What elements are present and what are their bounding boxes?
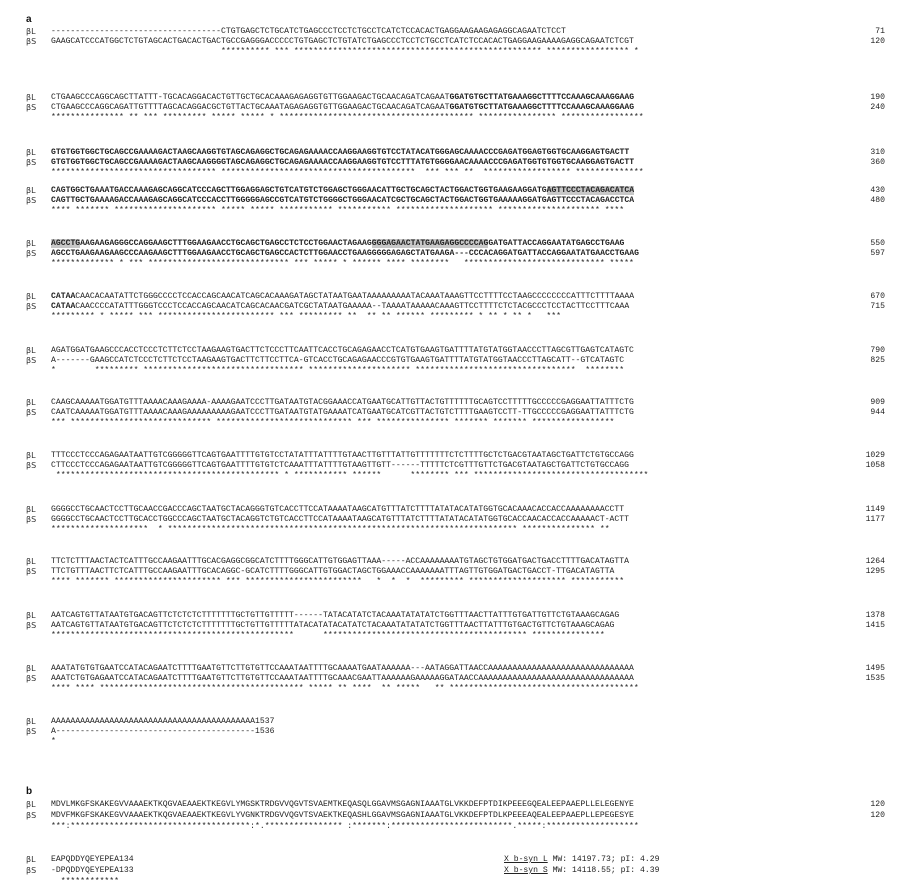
sequence-text: CAAGCAAAAATGGATGTTTAAAACAAAGAAAA-AAAAGAATCCCTTGATAATGTACGGAAACCATGAATGCATTGTTACTGTTTTTTGCAGTCCTTTTTGCCCCCGAGGAATTATTTCTG — [51, 398, 634, 407]
consensus-row — [0, 737, 917, 747]
position-number: 120 — [870, 811, 885, 820]
sequence-row-beta-l — [0, 557, 917, 567]
sequence-text: AGCCTGAAGAAGAAGCCCAAGAAGCTTTGGAAGAACCTGCAGCTGAGCCACTCTTGGAACCTGAAGGGGGAGAGCTATGAAGA---CCCACAGGATGATTACCAGGAATATGAACCTGAAG — [51, 249, 639, 258]
sequence-label: βL — [26, 398, 36, 407]
sequence-row-beta-s — [0, 674, 917, 684]
sequence-label: βL — [26, 186, 36, 195]
sequence-row-beta-s — [0, 567, 917, 577]
sequence-label: βS — [26, 621, 37, 630]
position-number: 71 — [875, 27, 885, 36]
sequence-text: **** ******* ********************** *** ************************ * * * ********* ******************** *********** — [51, 577, 625, 586]
protein-sequence-text: -DPQDDYQEYEPEA133 — [51, 866, 134, 875]
protein-sequence-text: ************ — [51, 877, 119, 886]
protein-stats — [504, 866, 659, 876]
position-number: 360 — [870, 158, 885, 167]
sequence-row-beta-s — [0, 196, 917, 206]
sequence-label: βS — [26, 674, 37, 683]
sequence-row-beta-l — [0, 664, 917, 674]
position-number: 715 — [870, 302, 885, 311]
sequence-label: βL — [26, 800, 36, 809]
sequence-text: *************** ** *** ********* ***** ***** * **************************************** **************** ***************** — [51, 113, 644, 122]
consensus-row — [0, 684, 917, 694]
sequence-label: βL — [26, 505, 36, 514]
position-number: 909 — [870, 398, 885, 407]
position-number: 310 — [870, 148, 885, 157]
sequence-text: AAAAAAAAAAAAAAAAAAAAAAAAAAAAAAAAAAAAAAAAAA1537 — [51, 717, 275, 726]
protein-name: X b-syn S — [504, 866, 548, 875]
sequence-text: CTGAAGCCCAGGCAGCTTATTT-TGCACAGGACACTGTTGCTGCACAAAGAGAGGTGTTGGAAGACTGCAACAGATCAGAATGGATGTGCTTATGAAAGGCTTTTCCAAAGCAAAGGAAG — [51, 93, 635, 102]
sequence-text: **** ******* ********************* ***** ***** *********** *********** ******************** ********************* **** — [51, 206, 625, 215]
consensus-row — [0, 47, 917, 57]
sequence-label: βL — [26, 93, 36, 102]
sequence-label: βL — [26, 451, 36, 460]
sequence-text: AGATGGATGAAGCCCACCTCCCTCTTCTCCTAAGAAGTGACTTCTCCCTTCAATTCACCTGCAGAGAACCTCATGTGAAGTGATTTTATGTATGGTAACCCTTAGCGTTGAGTCATAGTC — [51, 346, 634, 355]
position-number: 120 — [870, 37, 885, 46]
position-number: 1415 — [865, 621, 885, 630]
position-number: 480 — [870, 196, 885, 205]
sequence-row-beta-s — [0, 37, 917, 47]
position-number: 1149 — [865, 505, 885, 514]
sequence-label: βL — [26, 557, 36, 566]
sequence-text: CTGAAGCCCAGGCAGATTGTTTTAGCACAGGACGCTGTTACTGCAAATAGAGAGGTGTTGGAAGACTGCAACAGATCAGAATGGATGTGCTTATGAAAGGCTTTTCCAAAGCAAAGGAAG — [51, 103, 635, 112]
sequence-text: GGGGCCTGCAACTCCTTGCACCTGGCCCAGCTAATGCTACAGGTCTGTCACCTTCCATAAAATAAGCATGTTTATCTTTTATATACATATGGTGCACCAACACCACCAAAAACT-ACTT — [51, 515, 629, 524]
position-number: 790 — [870, 346, 885, 355]
consensus-row — [0, 113, 917, 123]
protein-row-beta-s — [0, 866, 917, 876]
position-number: 1029 — [865, 451, 885, 460]
sequence-row-beta-l — [0, 451, 917, 461]
position-number: 1295 — [865, 567, 885, 576]
sequence-text: A-----------------------------------------1536 — [51, 727, 275, 736]
position-number: 1535 — [865, 674, 885, 683]
sequence-row-beta-l — [0, 186, 917, 196]
sequence-row-beta-l — [0, 27, 917, 37]
sequence-text: CATAACAACACAATATTCTGGGCCCCTCCACCAGCAACATCAGCACAAAGATAGCTATAATGAATAAAAAAAAATACAAATAAAGTTCCTTTTCCTAAGCCCCCCCCATTTCTTTTAAAA — [51, 292, 635, 301]
position-number: 550 — [870, 239, 885, 248]
sequence-label: βL — [26, 239, 36, 248]
protein-sequence-text: MDVLMKGFSKAKEGVVAAAEKTKQGVAEAAEKTKEGVLYMGSKTRDGVVQGVTSVAEMTKEQASQLGGAVMSGAGNIAAATGLVKKDEFPTDIKPEEEGQEALEEPAAEPLLELEGENYE — [51, 800, 634, 809]
protein-consensus-row — [0, 877, 917, 887]
position-number: 944 — [870, 408, 885, 417]
sequence-label: βL — [26, 27, 36, 36]
consensus-row — [0, 577, 917, 587]
sequence-label: βL — [26, 148, 36, 157]
sequence-text: CAGTTGCTGAAAAGACCAAAGAGCAGGCATCCCACCTTGGGGGAGCCGTCATGTCTGGGGCTGGGAACATCGCTGCAGCTACTGGACTGGTGAAAAAGGATGAGTTCCCTACAGACCTCA — [51, 196, 635, 205]
position-number: 670 — [870, 292, 885, 301]
protein-mw-pi: MW: 14118.55; pI: 4.39 — [547, 866, 660, 875]
consensus-row — [0, 312, 917, 322]
sequence-row-beta-l — [0, 398, 917, 408]
consensus-row — [0, 525, 917, 535]
sequence-row-beta-s — [0, 103, 917, 113]
sequence-row-beta-l — [0, 148, 917, 158]
sequence-text: ********************************** **************************************** *** *** ** ****************** ************** — [51, 168, 644, 177]
sequence-row-beta-l — [0, 239, 917, 249]
protein-stats — [504, 855, 659, 865]
sequence-text: * ********* ********************************* ********************* ********************************* ******** — [51, 366, 625, 375]
position-number: 1495 — [865, 664, 885, 673]
sequence-label: βL — [26, 346, 36, 355]
sequence-label: βS — [26, 103, 37, 112]
sequence-label: βL — [26, 292, 36, 301]
sequence-text: ********* * ***** *** ************************ *** ********* ** ** ** ****** ********* * ** * ** * *** — [51, 312, 561, 321]
sequence-label: βS — [26, 811, 37, 820]
sequence-label: βL — [26, 717, 36, 726]
sequence-row-beta-l — [0, 292, 917, 302]
position-number: 1378 — [865, 611, 885, 620]
position-number: 1264 — [865, 557, 885, 566]
protein-row-beta-l — [0, 800, 917, 810]
sequence-text: **** **** ****************************************** ***** ** **** ** ***** ** *************************************** — [51, 684, 639, 693]
sequence-text: GTGTGGTGGCTGCAGCCGAAAAGACTAAGCAAGGGGTAGCAGAGGCTGCAGAGAAAACCAAGGAAGGTGTCCTTTATGTGGGGAACAAAACCCGAGATGGTGTGGTGCAAGGAGTGACTT — [51, 158, 635, 167]
sequence-text: ******************** * ************************************************************************ *************** ** — [51, 525, 610, 534]
sequence-row-beta-s — [0, 408, 917, 418]
position-number: 190 — [870, 93, 885, 102]
sequence-text: CTTCCCTCCCAGAGAATAATTGTCGGGGGTTCAGTGAATTTTGTGTCTCAAATTTATTTTGTAAGTTGTT------TTTTTCTCGTTTGTTCTGACGTAATAGCTGATTCTGTGCCAGG — [51, 461, 629, 470]
sequence-row-beta-s — [0, 302, 917, 312]
sequence-row-beta-l — [0, 505, 917, 515]
sequence-text: CAGTGGCTGAAATGACCAAAGAGCAGGCATCCCAGCTTGGAGGAGCTGTCATGTCTGGAGCTGGGAACATTGCTGCAGCTACTGGACTGGTGAAGAAGGATGAGTTCCCTACAGACATCA — [51, 186, 635, 195]
sequence-label: βS — [26, 302, 37, 311]
protein-row-beta-s — [0, 811, 917, 821]
sequence-text: ************* * *** ***************************** *** ***** * ****** **** ******** ***************************** ***** — [51, 259, 634, 268]
position-number: 1177 — [865, 515, 885, 524]
protein-sequence-text: MDVFMKGFSKAKEGVVAAAEKTKQGVAEAAEKTKEGVLYVGNKTRDGVVQGVTSVAEKTKEQASHLGGAVMSGAGNIAAATGLVKKDEFPTDLKPEEEAQEALEEPAAEPLLEPEGESYE — [51, 811, 634, 820]
consensus-row — [0, 418, 917, 428]
sequence-row-beta-s — [0, 461, 917, 471]
sequence-label: βS — [26, 866, 37, 875]
sequence-label: βS — [26, 37, 37, 46]
sequence-row-beta-s — [0, 727, 917, 737]
sequence-text: AGCCTGAAGAAGAGGGCCAGGAAGCTTTGGAAGAACCTGCAGCTGAGCCTCTCCTGGAACTAGAAGGGGAGAACTATGAAGAGGCCCCAGGATGATTACCAGGAATATGAGCCTGAAG — [51, 239, 625, 248]
consensus-row — [0, 631, 917, 641]
position-number: 1058 — [865, 461, 885, 470]
protein-mw-pi: MW: 14197.73; pI: 4.29 — [547, 855, 660, 864]
sequence-label: βS — [26, 567, 37, 576]
consensus-row — [0, 206, 917, 216]
sequence-text: TTCTGTTTAACTTCTCATTTGCCAAGAATTTGCACAGGC-GCATCTTTTGGGCATTGTGGACTAGCTGGAAACCAAAAAAATTTAGTTGTGGATGACTGACCT-TTGACATAGTTA — [51, 567, 615, 576]
panel-a-label: a — [26, 14, 32, 25]
protein-sequence-text: ***:*************************************:*.**************** :*******:*************************.*****:******************* — [51, 822, 639, 831]
protein-row-beta-l — [0, 855, 917, 865]
sequence-text: CATAACAACCCCATATTTGGGTCCCTCCACCAGCAACATCAGCACAACGATCGCTATAATGAAAAA--TAAAATAAAAACAAAGTTCCTTTTCTCTACGCCCTCCTACTTCCTTTCAAA — [51, 302, 630, 311]
sequence-label: βL — [26, 611, 36, 620]
sequence-row-beta-s — [0, 356, 917, 366]
sequence-label: βL — [26, 855, 36, 864]
protein-sequence-text: EAPQDDYQEYEPEA134 — [51, 855, 134, 864]
sequence-text: *** ***************************** **************************** *** *************** ******* ******* ***************** — [51, 418, 615, 427]
sequence-label: βS — [26, 249, 37, 258]
sequence-text: ********** *** *************************************************** ***************** * — [51, 47, 639, 56]
position-number: 825 — [870, 356, 885, 365]
sequence-label: βS — [26, 727, 37, 736]
sequence-row-beta-s — [0, 158, 917, 168]
sequence-row-beta-s — [0, 249, 917, 259]
sequence-row-beta-s — [0, 621, 917, 631]
consensus-row — [0, 168, 917, 178]
sequence-row-beta-s — [0, 515, 917, 525]
sequence-label: βS — [26, 408, 37, 417]
sequence-label: βS — [26, 158, 37, 167]
sequence-text: AATCAGTGTTATAATGTGACAGTTCTCTCTCTTTTTTTGCTGTTGTTTTTATACATATACATATCTACAAATATATATCTGGTTTAACTTATTTGTGACTGTTCTGTAAAGCAGAG — [51, 621, 615, 630]
sequence-text: GAAGCATCCCATGGCTCTGTAGCACTGACACTGACTGCCGAGGGACCCCCTGTGAGCTCTGTATCTGAGCCCTCCTCTGCCTCATCTCCACACTGAGGAAGAAAAGAGGCAGAATCTCGT — [51, 37, 634, 46]
sequence-text: ************************************************** ****************************************** *************** — [51, 631, 605, 640]
sequence-text: AAATATGTGTGAATCCATACAGAATCTTTTGAATGTTCTTGTGTTCCAAATAATTTTGCAAAATGAATAAAAAA---AATAGGATTAACCAAAAAAAAAAAAAAAAAAAAAAAAAAAAAA — [51, 664, 634, 673]
consensus-row — [0, 259, 917, 269]
sequence-text: GTGTGGTGGCTGCAGCCGAAAAGACTAAGCAAGGTGTAGCAGAGGCTGCAGAGAAAACCAAGGAAGGTGTCCTATACATGGGAGCAAAACCCGAGATGGAGTGGTGCAAGGAGTGACTT — [51, 148, 630, 157]
position-number: 240 — [870, 103, 885, 112]
sequence-text: AAATCTGTGAGAATCCATACAGAATCTTTTGAATGTTCTTGTGTTCCAAATAATTTTGCAAACGAATTAAAAAAGAAAAAGGATAACCAAAAAAAAAAAAAAAAAAAAAAAAAAAAAAAA — [51, 674, 634, 683]
position-number: 597 — [870, 249, 885, 258]
sequence-label: βS — [26, 515, 37, 524]
sequence-text: TTCTCTTTAACTACTCATTTGCCAAGAATTTGCACGAGGCGGCATCTTTTGGGCATTGTGGAGTTAAA-----ACCAAAAAAAATGTAGCTGTGGATGACTGACCTTTTGACATAGTTA — [51, 557, 629, 566]
sequence-label: βS — [26, 196, 37, 205]
consensus-row — [0, 471, 917, 481]
protein-name: X b-syn L — [504, 855, 548, 864]
panel-b-label: b — [26, 786, 33, 797]
sequence-row-beta-l — [0, 611, 917, 621]
sequence-text: GGGGCCTGCAACTCCTTGCAACCGACCCAGCTAATGCTACAGGGTGTCACCTTCCATAAAATAAGCATGTTTATCTTTTATATACATATGGTGCACAAACACCACCAAAAAAAACCTT — [51, 505, 625, 514]
sequence-text: * — [51, 737, 56, 746]
position-number: 430 — [870, 186, 885, 195]
protein-consensus-row — [0, 822, 917, 832]
sequence-label: βL — [26, 664, 36, 673]
consensus-row — [0, 366, 917, 376]
sequence-row-beta-l — [0, 346, 917, 356]
sequence-text: -----------------------------------CTGTGAGCTCTGCATCTGAGCCCTCCTCTGCCTCATCTCCACACTGAGGAAGAAGAGAGGCAGAATCTCCT — [51, 27, 566, 36]
sequence-text: TTTCCCTCCCAGAGAATAATTGTCGGGGGTTCAGTGAATTTTGTGTCCTATATTTATTTTGTAACTTGTTTATTGTTTTTTTCTCTTTTGCTCTGACGTAATAGCTGATTCTGTGCCAGG — [51, 451, 634, 460]
position-number: 120 — [870, 800, 885, 809]
sequence-text: AATCAGTGTTATAATGTGACAGTTCTCTCTCTTTTTTTGCTGTTGTTTTT------TATACATATCTACAAATATATATCTGGTTTAACTTATTTGTGATTGTTCTGTAAAGCAGAG — [51, 611, 620, 620]
sequence-text: CAATCAAAAATGGATGTTTAAAACAAAGAAAAAAAAAGAATCCCTTGATAATGTATGAAAATCATGAATGCATCGTTACTGTCTTTTGAAGTCCTT-TTGCCCCCGAGGAATTATTTCTG — [51, 408, 634, 417]
sequence-label: βS — [26, 356, 37, 365]
sequence-text: ********************************************** * *********** ****** ******** *** ************************************ — [51, 471, 649, 480]
sequence-row-beta-l — [0, 717, 917, 727]
sequence-row-beta-l — [0, 93, 917, 103]
sequence-text: A-------GAAGCCATCTCCCTCTTCTCCTAAGAAGTGACTTCTTCCTTCA-GTCACCTGCAGAGAACCCGTGTGAAGTGATTTTATGTATGGTAACCCTTAGCATT--GTCATAGTC — [51, 356, 625, 365]
sequence-label: βS — [26, 461, 37, 470]
